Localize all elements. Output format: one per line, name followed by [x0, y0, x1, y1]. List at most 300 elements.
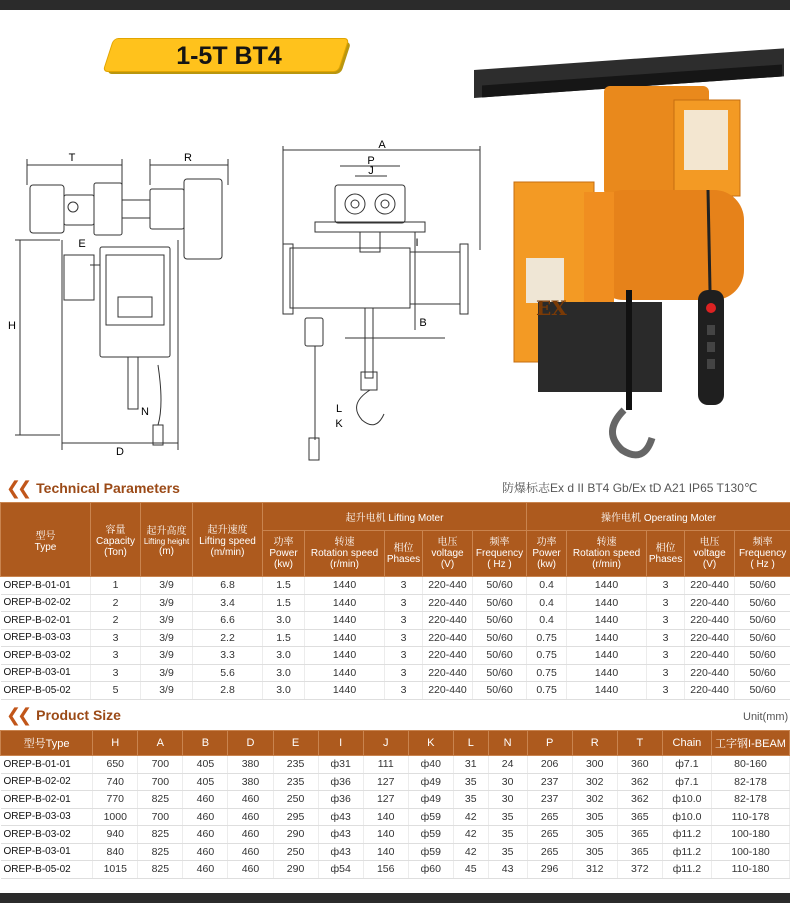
table-cell: 460 — [183, 808, 228, 826]
table-cell: ф11.2 — [662, 826, 711, 844]
header-power-2-cn: 功率 — [536, 537, 557, 548]
front-view-drawing — [275, 140, 485, 470]
table-cell: 0.4 — [527, 577, 567, 595]
table-cell: 3 — [647, 612, 685, 630]
label-j: J — [368, 165, 374, 177]
table-cell: 3 — [385, 577, 423, 595]
table-cell: ф49 — [408, 791, 453, 809]
table-cell: 50/60 — [735, 647, 790, 665]
table-cell: ф7.1 — [662, 773, 711, 791]
table-cell: 940 — [93, 826, 138, 844]
table-cell: 3.0 — [263, 647, 305, 665]
tech-params-heading — [6, 479, 180, 497]
table-cell: 3 — [385, 664, 423, 682]
table-cell: 3.0 — [263, 664, 305, 682]
table-cell: 460 — [183, 861, 228, 879]
table-cell: 2 — [91, 612, 141, 630]
table-cell: ф60 — [408, 861, 453, 879]
table-cell: 460 — [228, 843, 273, 861]
header-type — [1, 503, 91, 577]
table-cell: 365 — [617, 843, 662, 861]
table-cell: ф10.0 — [662, 791, 711, 809]
header-frequency — [473, 531, 527, 577]
header-phases-cn: 相位 — [393, 542, 414, 554]
table-cell: OREP-B-05-02 — [1, 861, 93, 879]
header-capacity-unit: (Ton) — [104, 547, 127, 558]
header-lifting-height-unit: (m) — [159, 546, 174, 557]
motor-right — [150, 189, 184, 229]
table-cell: 1000 — [93, 808, 138, 826]
table-cell: 3 — [385, 629, 423, 647]
table-cell: 3 — [647, 682, 685, 700]
table-cell: 3 — [385, 647, 423, 665]
table-cell: 235 — [273, 756, 318, 774]
double-chevron-icon: ❮❮ — [6, 477, 29, 498]
table-cell: 700 — [138, 756, 183, 774]
table-cell: 3.4 — [193, 594, 263, 612]
column-header: 型号Type — [1, 731, 93, 756]
header-phases-en: Phases — [386, 553, 421, 565]
table-cell: 0.4 — [527, 612, 567, 630]
main-housing — [100, 247, 170, 357]
table-cell: OREP-B-01-01 — [1, 756, 93, 774]
header-lifting-motor: 起升电机 Lifting Moter — [263, 503, 527, 531]
table-row — [1, 629, 790, 647]
table-cell: 825 — [138, 791, 183, 809]
table-cell: 460 — [228, 826, 273, 844]
header-lifting-speed-en: Lifting speed — [199, 536, 256, 547]
table-cell: 220-440 — [423, 612, 473, 630]
table-cell: 302 — [572, 773, 617, 791]
table-cell: 3 — [647, 577, 685, 595]
table-cell: 3.3 — [193, 647, 263, 665]
table-cell: 30 — [488, 773, 527, 791]
table-cell: 2 — [91, 594, 141, 612]
table-row — [1, 756, 790, 774]
table-cell: 45 — [453, 861, 488, 879]
table-cell: OREP-B-03-02 — [1, 647, 91, 665]
title-banner — [108, 38, 350, 74]
table-cell: 380 — [228, 756, 273, 774]
header-power-2-unit: (kw) — [537, 559, 556, 570]
table-cell: 140 — [363, 808, 408, 826]
table-cell: 825 — [138, 843, 183, 861]
column-header: N — [488, 731, 527, 756]
table-cell: ф40 — [408, 756, 453, 774]
header-rotation — [305, 531, 385, 577]
table-cell: 302 — [572, 791, 617, 809]
table-cell: 0.75 — [527, 629, 567, 647]
page-title: 1-5T BT4 — [176, 42, 282, 70]
table-cell: 50/60 — [473, 594, 527, 612]
table-cell: 305 — [572, 843, 617, 861]
column-header: E — [273, 731, 318, 756]
hoist-body — [594, 190, 744, 300]
table-cell: 1440 — [305, 682, 385, 700]
header-frequency-2-en: Frequency — [738, 548, 787, 559]
table-cell: OREP-B-03-02 — [1, 826, 93, 844]
table-cell: 35 — [453, 791, 488, 809]
column-header: K — [408, 731, 453, 756]
product-size-heading — [6, 706, 121, 724]
top-border — [0, 0, 790, 10]
header-voltage-2-en: voltage — [693, 548, 726, 559]
table-cell: 111 — [363, 756, 408, 774]
table-cell: ф31 — [318, 756, 363, 774]
table-cell: 100-180 — [712, 843, 790, 861]
table-cell: 265 — [527, 808, 572, 826]
table-row — [1, 808, 790, 826]
table-cell: 5 — [91, 682, 141, 700]
table-cell: 156 — [363, 861, 408, 879]
table-cell: OREP-B-03-01 — [1, 664, 91, 682]
header-capacity-en: Capacity — [96, 536, 135, 547]
table-cell: 3 — [647, 629, 685, 647]
table-cell: 220-440 — [685, 594, 735, 612]
header-rotation-cn: 转速 — [334, 537, 355, 548]
header-frequency-unit: ( Hz ) — [487, 559, 512, 570]
table-cell: 220-440 — [685, 612, 735, 630]
header-lifting-height — [141, 503, 193, 577]
table-cell: 460 — [183, 791, 228, 809]
header-type-en: Type — [34, 541, 57, 553]
table-cell: 0.4 — [527, 594, 567, 612]
table-cell: 3 — [91, 664, 141, 682]
header-power — [263, 531, 305, 577]
table-cell: 295 — [273, 808, 318, 826]
table-cell: 110-178 — [712, 808, 790, 826]
table-cell: 1440 — [305, 577, 385, 595]
table-cell: 3 — [385, 682, 423, 700]
table-cell: 140 — [363, 843, 408, 861]
table-cell: 1440 — [567, 682, 647, 700]
column-header: D — [228, 731, 273, 756]
table-cell: 3 — [91, 647, 141, 665]
header-power-2 — [527, 531, 567, 577]
table-row — [1, 773, 790, 791]
table-cell: OREP-B-05-02 — [1, 682, 91, 700]
technical-parameters-body — [1, 577, 790, 700]
table-cell: 127 — [363, 791, 408, 809]
table-row — [1, 861, 790, 879]
table-cell: 82-178 — [712, 791, 790, 809]
double-chevron-icon: ❮❮ — [6, 704, 29, 725]
column-header: R — [572, 731, 617, 756]
header-power-cn: 功率 — [273, 537, 294, 548]
label-h: H — [8, 320, 16, 332]
table-cell: 50/60 — [735, 682, 790, 700]
table-cell: 312 — [572, 861, 617, 879]
header-rotation-2-unit: (r/min) — [592, 559, 621, 570]
table-cell: ф11.2 — [662, 861, 711, 879]
table-cell: 3 — [385, 612, 423, 630]
table-row — [1, 612, 790, 630]
table-cell: 0.75 — [527, 647, 567, 665]
table-cell: 35 — [488, 843, 527, 861]
header-phases-2-cn: 相位 — [655, 542, 676, 554]
table-cell: 3.0 — [263, 682, 305, 700]
column-header: B — [183, 731, 228, 756]
table-cell: 6.6 — [193, 612, 263, 630]
header-rotation-2 — [567, 531, 647, 577]
table-cell: 1440 — [305, 594, 385, 612]
table-cell: 42 — [453, 808, 488, 826]
table-cell: 1.5 — [263, 577, 305, 595]
header-rotation-en: Rotation speed — [310, 548, 379, 559]
table-cell: 35 — [453, 773, 488, 791]
bottom-border — [0, 893, 790, 903]
table-cell: 80-160 — [712, 756, 790, 774]
table-cell: 1440 — [567, 647, 647, 665]
header-voltage-2 — [685, 531, 735, 577]
table-cell: 30 — [488, 791, 527, 809]
table-cell: 460 — [183, 826, 228, 844]
table-cell: 740 — [93, 773, 138, 791]
column-header: J — [363, 731, 408, 756]
table-cell: 3/9 — [141, 647, 193, 665]
table-cell: 50/60 — [735, 612, 790, 630]
chain — [128, 357, 138, 409]
table-cell: 0.75 — [527, 664, 567, 682]
table-cell: 50/60 — [473, 612, 527, 630]
table-row — [1, 594, 790, 612]
label-d: D — [116, 446, 124, 458]
header-voltage-2-unit: (V) — [702, 559, 717, 570]
table-cell: 365 — [617, 808, 662, 826]
table-cell: 237 — [527, 791, 572, 809]
table-cell: ф36 — [318, 773, 363, 791]
side-view-drawing — [0, 145, 235, 460]
table-cell: 360 — [617, 756, 662, 774]
table-cell: 265 — [527, 826, 572, 844]
table-cell: 1440 — [305, 647, 385, 665]
table-cell: 140 — [363, 826, 408, 844]
table-cell: ф36 — [318, 791, 363, 809]
table-cell: 50/60 — [735, 664, 790, 682]
table-cell: 220-440 — [423, 629, 473, 647]
table-cell: 42 — [453, 843, 488, 861]
table-cell: 3 — [385, 594, 423, 612]
table-row — [1, 577, 790, 595]
table-cell: ф54 — [318, 861, 363, 879]
table-cell: 24 — [488, 756, 527, 774]
header-rotation-unit: (r/min) — [330, 559, 359, 570]
header-frequency-en: Frequency — [475, 548, 524, 559]
table-cell: 220-440 — [685, 682, 735, 700]
table-cell: 50/60 — [473, 577, 527, 595]
table-cell: 42 — [453, 826, 488, 844]
table-cell: 220-440 — [423, 682, 473, 700]
table-cell: 82-178 — [712, 773, 790, 791]
chain — [365, 308, 373, 378]
table-cell: OREP-B-02-01 — [1, 612, 91, 630]
table-cell: 31 — [453, 756, 488, 774]
column-header: H — [93, 731, 138, 756]
hook-icon — [612, 410, 652, 455]
table-cell: 700 — [138, 773, 183, 791]
product-size-header-row — [1, 731, 790, 756]
label-t: T — [68, 152, 76, 164]
table-cell: 3/9 — [141, 682, 193, 700]
table-cell: ф59 — [408, 826, 453, 844]
table-cell: 50/60 — [735, 577, 790, 595]
tech-params-title: Technical Parameters — [36, 480, 180, 496]
label-i: I — [415, 237, 419, 249]
table-cell: ф59 — [408, 808, 453, 826]
table-cell: 6.8 — [193, 577, 263, 595]
header-frequency-2-cn: 频率 — [752, 537, 773, 548]
table-cell: 35 — [488, 826, 527, 844]
header-power-unit: (kw) — [274, 559, 293, 570]
table-cell: 206 — [527, 756, 572, 774]
table-cell: OREP-B-01-01 — [1, 577, 91, 595]
table-cell: 3 — [647, 594, 685, 612]
label-r: R — [184, 152, 192, 164]
technical-parameters-table — [0, 502, 790, 700]
table-cell: 460 — [183, 843, 228, 861]
control-box — [305, 318, 323, 346]
table-row — [1, 791, 790, 809]
unit-label: Unit(mm) — [743, 711, 789, 723]
table-cell: 362 — [617, 773, 662, 791]
table-row — [1, 682, 790, 700]
table-cell: 372 — [617, 861, 662, 879]
product-size-body — [1, 756, 790, 879]
table-cell: 237 — [527, 773, 572, 791]
table-cell: 220-440 — [423, 577, 473, 595]
table-cell: 110-180 — [712, 861, 790, 879]
table-cell: 1440 — [567, 612, 647, 630]
table-cell: 50/60 — [473, 664, 527, 682]
table-cell: OREP-B-02-01 — [1, 791, 93, 809]
table-cell: ф49 — [408, 773, 453, 791]
table-cell: 362 — [617, 791, 662, 809]
table-cell: 1440 — [305, 664, 385, 682]
table-cell: 1 — [91, 577, 141, 595]
table-cell: 700 — [138, 808, 183, 826]
column-header: 工字钢I-BEAM — [712, 731, 790, 756]
column-header: I — [318, 731, 363, 756]
header-rotation-2-en: Rotation speed — [572, 548, 641, 559]
table-cell: 220-440 — [423, 594, 473, 612]
header-lifting-speed-cn: 起升速度 — [207, 525, 248, 536]
table-cell: 1.5 — [263, 629, 305, 647]
table-cell: 770 — [93, 791, 138, 809]
table-cell: 380 — [228, 773, 273, 791]
table-cell: ф43 — [318, 826, 363, 844]
header-type-cn: 型号 — [35, 530, 56, 542]
label-e: E — [78, 238, 86, 250]
table-cell: ф43 — [318, 808, 363, 826]
table-cell: ф43 — [318, 843, 363, 861]
motor-body — [290, 248, 410, 308]
label-l: L — [335, 403, 343, 415]
header-frequency-2 — [735, 531, 790, 577]
table-cell: 220-440 — [423, 647, 473, 665]
header-phases-2 — [647, 531, 685, 577]
table-cell: 365 — [617, 826, 662, 844]
header-voltage-cn: 电压 — [437, 537, 458, 548]
table-cell: 50/60 — [473, 629, 527, 647]
table-cell: 840 — [93, 843, 138, 861]
table-cell: 100-180 — [712, 826, 790, 844]
table-cell: OREP-B-03-03 — [1, 808, 93, 826]
table-cell: 265 — [527, 843, 572, 861]
table-cell: 50/60 — [735, 629, 790, 647]
table-cell: 220-440 — [685, 629, 735, 647]
table-cell: 296 — [527, 861, 572, 879]
table-cell: 3 — [647, 647, 685, 665]
table-cell: 50/60 — [473, 647, 527, 665]
header-power-en: Power — [269, 548, 298, 559]
table-cell: 1440 — [567, 629, 647, 647]
header-frequency-2-unit: ( Hz ) — [750, 559, 775, 570]
header-capacity — [91, 503, 141, 577]
table-cell: 43 — [488, 861, 527, 879]
table-cell: 3.0 — [263, 612, 305, 630]
table-cell: 3/9 — [141, 612, 193, 630]
table-cell: ф11.2 — [662, 843, 711, 861]
table-cell: OREP-B-03-03 — [1, 629, 91, 647]
table-cell: 50/60 — [473, 682, 527, 700]
product-size-title: Product Size — [36, 707, 121, 723]
table-cell: OREP-B-02-02 — [1, 773, 93, 791]
column-header: A — [138, 731, 183, 756]
ex-mark: EX — [536, 296, 567, 320]
table-row — [1, 647, 790, 665]
table-cell: ф10.0 — [662, 808, 711, 826]
table-cell: 235 — [273, 773, 318, 791]
header-lifting-height-en: Lifting height — [143, 537, 190, 546]
table-cell: 250 — [273, 791, 318, 809]
table-cell: ф59 — [408, 843, 453, 861]
table-cell: 220-440 — [423, 664, 473, 682]
table-cell: 220-440 — [685, 577, 735, 595]
table-cell: 1440 — [567, 577, 647, 595]
header-capacity-cn: 容量 — [105, 525, 126, 536]
table-cell: 0.75 — [527, 682, 567, 700]
table-cell: 3/9 — [141, 629, 193, 647]
column-header: L — [453, 731, 488, 756]
label-p: P — [367, 155, 375, 167]
table-cell: ф7.1 — [662, 756, 711, 774]
table-cell: 1440 — [567, 664, 647, 682]
table-cell: 290 — [273, 861, 318, 879]
label-a: A — [378, 140, 386, 151]
table-cell: 127 — [363, 773, 408, 791]
explosion-proof-mark: 防爆标志Ex d II BT4 Gb/Ex tD A21 IP65 T130℃ — [502, 481, 758, 495]
header-frequency-cn: 频率 — [489, 537, 510, 548]
table-cell: 405 — [183, 773, 228, 791]
table-cell: 35 — [488, 808, 527, 826]
header-lifting-height-cn: 起升高度 — [146, 526, 187, 537]
table-cell: 2.8 — [193, 682, 263, 700]
table-cell: OREP-B-03-01 — [1, 843, 93, 861]
table-cell: 50/60 — [735, 594, 790, 612]
table-cell: 825 — [138, 861, 183, 879]
header-rotation-2-cn: 转速 — [596, 537, 617, 548]
header-phases — [385, 531, 423, 577]
header-voltage-unit: (V) — [440, 559, 455, 570]
table-cell: 220-440 — [685, 647, 735, 665]
header-voltage-2-cn: 电压 — [699, 537, 720, 548]
table-cell: 3/9 — [141, 664, 193, 682]
column-header: T — [617, 731, 662, 756]
table-row — [1, 664, 790, 682]
table-cell: 290 — [273, 826, 318, 844]
label-b: B — [419, 317, 427, 329]
table-cell: 220-440 — [685, 664, 735, 682]
